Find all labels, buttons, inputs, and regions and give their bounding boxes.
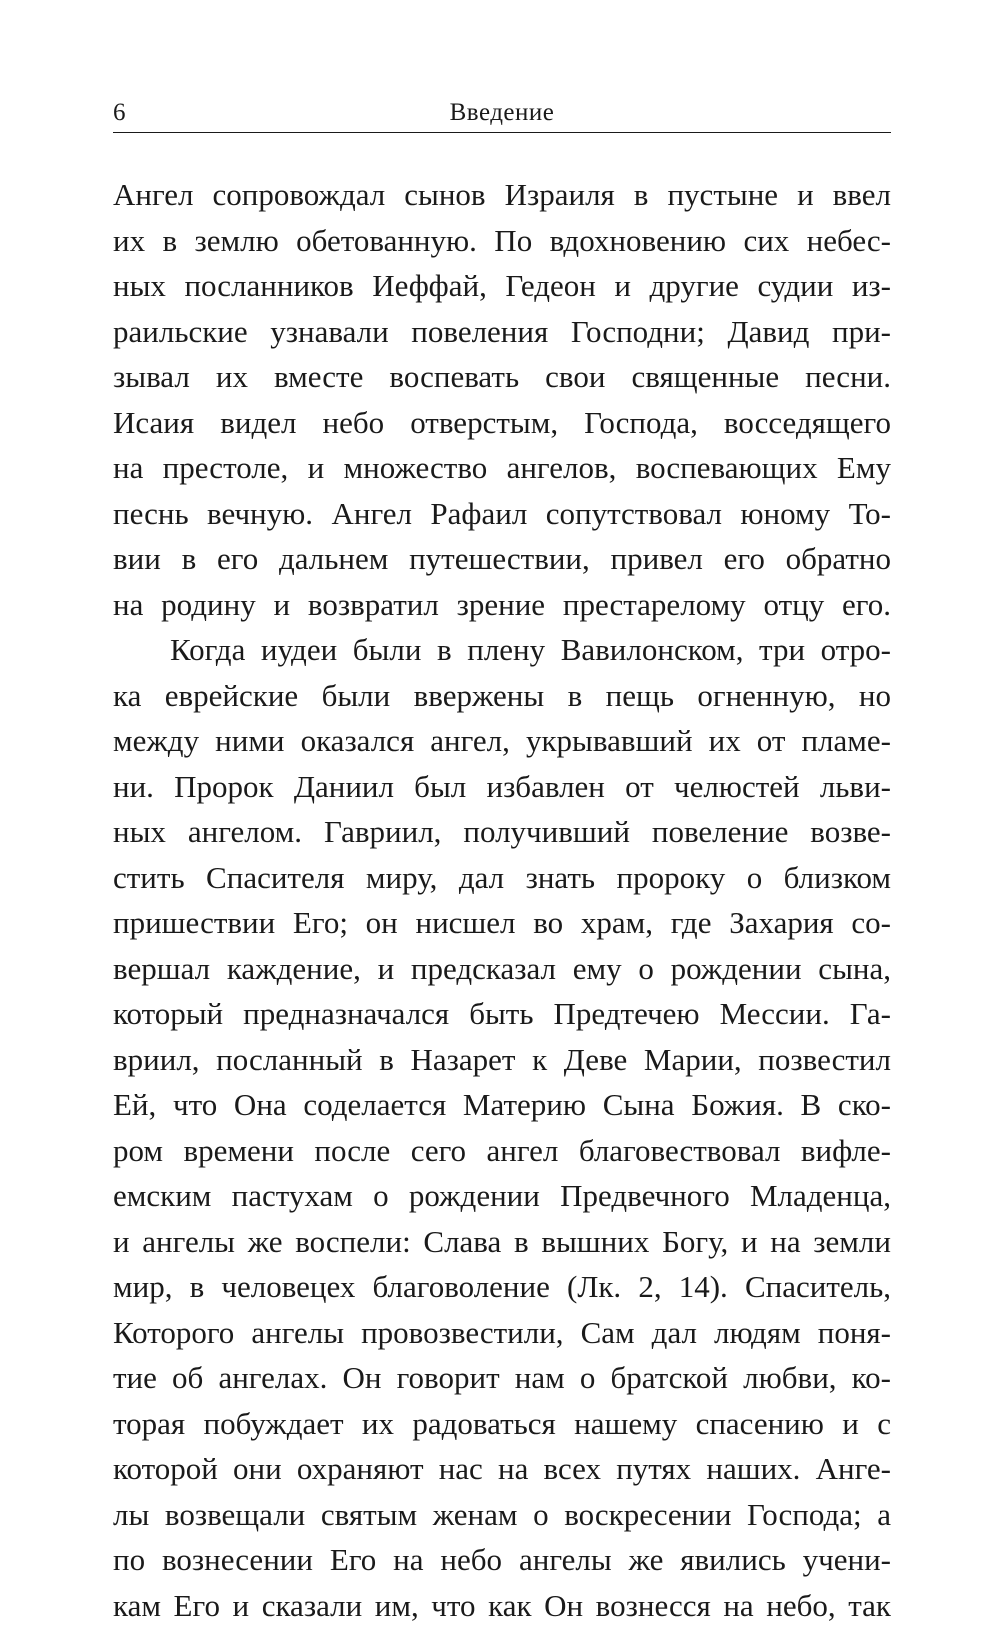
text-line: на родину и возвратил зрение престарелому отцу его. (113, 582, 891, 628)
text-line: лы возвещали святым женам о воскресении Господа; а (113, 1492, 891, 1538)
text-line: песнь вечную. Ангел Рафаил сопутствовал юному То- (113, 491, 891, 537)
text-line: Когда иудеи были в плену Вавилонском, три отро- (113, 627, 891, 673)
text-line: стить Спасителя миру, дал знать пророку о близком (113, 855, 891, 901)
text-line: Ангел сопровождал сынов Израиля в пустыне и ввел (113, 172, 891, 218)
text-line: тие об ангелах. Он говорит нам о братской любви, ко- (113, 1355, 891, 1401)
running-header (113, 96, 891, 133)
text-line: их в землю обетованную. По вдохновению сих небес- (113, 218, 891, 264)
text-line: на престоле, и множество ангелов, воспевающих Ему (113, 445, 891, 491)
text-line: вии в его дальнем путешествии, привел его обратно (113, 536, 891, 582)
paragraph (113, 627, 891, 1628)
text-line: который предназначался быть Предтечею Мессии. Га- (113, 991, 891, 1037)
text-line: вриил, посланный в Назарет к Деве Марии, позвестил (113, 1037, 891, 1083)
text-line: по вознесении Его на небо ангелы же явились учени- (113, 1537, 891, 1583)
text-line: которой они охраняют нас на всех путях наших. Анге- (113, 1446, 891, 1492)
text-line: ных посланников Иеффай, Гедеон и другие судии из- (113, 263, 891, 309)
text-line: торая побуждает их радоваться нашему спасению и с (113, 1401, 891, 1447)
text-line: Которого ангелы провозвестили, Сам дал людям поня- (113, 1310, 891, 1356)
text-line: ни. Пророк Даниил был избавлен от челюстей льви- (113, 764, 891, 810)
text-line: зывал их вместе воспевать свои священные песни. (113, 354, 891, 400)
text-line: вершал каждение, и предсказал ему о рождении сына, (113, 946, 891, 992)
body-text (113, 172, 891, 1628)
text-line: ром времени после сего ангел благовествовал вифле- (113, 1128, 891, 1174)
text-line: кам Его и сказали им, что как Он вознесся на небо, так (113, 1583, 891, 1628)
text-line: Исаия видел небо отверстым, Господа, восседящего (113, 400, 891, 446)
text-line: мир, в человецех благоволение (Лк. 2, 14). Спаситель, (113, 1264, 891, 1310)
text-line: ка еврейские были ввержены в пещь огненную, но (113, 673, 891, 719)
text-line: ных ангелом. Гавриил, получивший повеление возве- (113, 809, 891, 855)
text-line: между ними оказался ангел, укрывавший их от пламе- (113, 718, 891, 764)
paragraph (113, 172, 891, 627)
page-number: 6 (113, 96, 126, 130)
text-line: Ей, что Она соделается Материю Сына Божия. В ско- (113, 1082, 891, 1128)
text-line: раильские узнавали повеления Господни; Давид при- (113, 309, 891, 355)
text-line: пришествии Его; он нисшел во храм, где Захария со- (113, 900, 891, 946)
section-title: Введение (113, 96, 891, 130)
text-line: и ангелы же воспели: Слава в вышних Богу, и на земли (113, 1219, 891, 1265)
book-page (113, 0, 891, 1563)
text-line: емским пастухам о рождении Предвечного Младенца, (113, 1173, 891, 1219)
